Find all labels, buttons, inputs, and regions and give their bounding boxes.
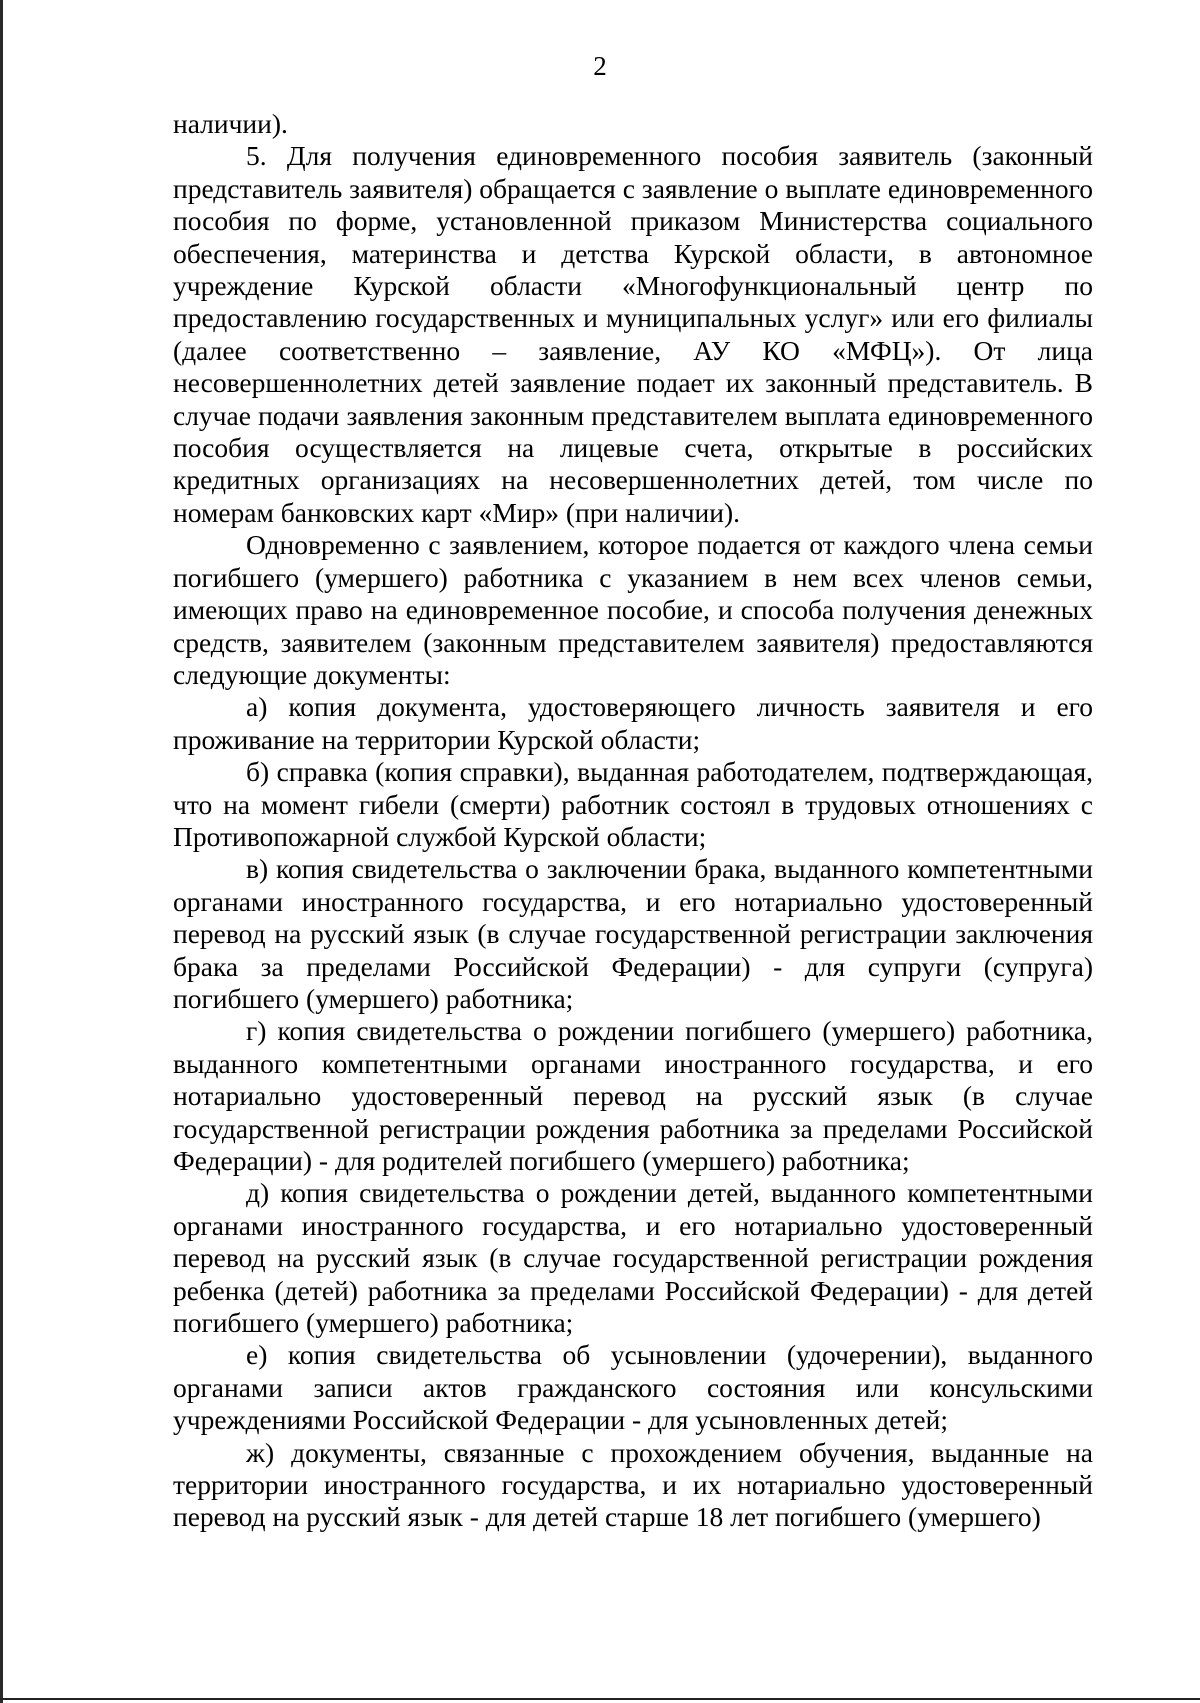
list-item-v: в) копия свидетельства о заключении брака, выданного компетентными органами иностранного государства, и его нотариально удостоверенный перевод на русский язык (в случае государственной регистрации заключения брака за пределами Российской Федерации) - для супруги (супруга) погибшего (умершего) работника;	[173, 853, 1093, 1014]
scan-edge-bottom	[0, 1698, 1200, 1700]
page-number: 2	[593, 51, 607, 81]
scan-edge-left	[0, 0, 3, 1703]
document-body	[173, 108, 1093, 1534]
list-item-a: а) копия документа, удостоверяющего личность заявителя и его проживание на территории Курской области;	[173, 691, 1093, 755]
list-item-zh: ж) документы, связанные с прохождением обучения, выданные на территории иностранного государства, и их нотариально удостоверенный перевод на русский язык - для детей старше 18 лет погибшего (умершего)	[173, 1436, 1093, 1533]
list-item-e: е) копия свидетельства об усыновлении (удочерении), выданного органами записи актов гражданского состояния или консульскими учреждениями Российской Федерации - для усыновленных детей;	[173, 1339, 1093, 1436]
paragraph-documents-intro: Одновременно с заявлением, которое подается от каждого члена семьи погибшего (умершего) работника с указанием в нем всех членов семьи, имеющих право на единовременное пособие, и способа получения денежных средств, заявителем (законным представителем заявителя) предоставляются следующие документы:	[173, 529, 1093, 690]
paragraph-item-5: 5. Для получения единовременного пособия заявитель (законный представитель заявителя) обращается с заявление о выплате единовременного пособия по форме, установленной приказом Министерства социального обеспечения, материнства и детства Курской области, в автономное учреждение Курской области «Многофункциональный центр по предоставлению государственных и муниципальных услуг» или его филиалы (далее соответственно – заявление, АУ КО «МФЦ»). От лица несовершеннолетних детей заявление подает их законный представитель. В случае подачи заявления законным представителем выплата единовременного пособия осуществляется на лицевые счета, открытые в российских кредитных организациях на несовершеннолетних детей, том числе по номерам банковских карт «Мир» (при наличии).	[173, 140, 1093, 528]
paragraph-continuation: наличии).	[173, 108, 288, 139]
list-item-g: г) копия свидетельства о рождении погибшего (умершего) работника, выданного компетентными органами иностранного государства, и его нотариально удостоверенный перевод на русский язык (в случае государственной регистрации рождения работника за пределами Российской Федерации) - для родителей погибшего (умершего) работника;	[173, 1015, 1093, 1176]
list-item-d: д) копия свидетельства о рождении детей, выданного компетентными органами иностранного государства, и его нотариально удостоверенный перевод на русский язык (в случае государственной регистрации рождения ребенка (детей) работника за пределами Российской Федерации) - для детей погибшего (умершего) работника;	[173, 1177, 1093, 1339]
list-item-b: б) справка (копия справки), выданная работодателем, подтверждающая, что на момент гибели (смерти) работник состоял в трудовых отношениях с Противопожарной службой Курской области;	[173, 756, 1093, 852]
